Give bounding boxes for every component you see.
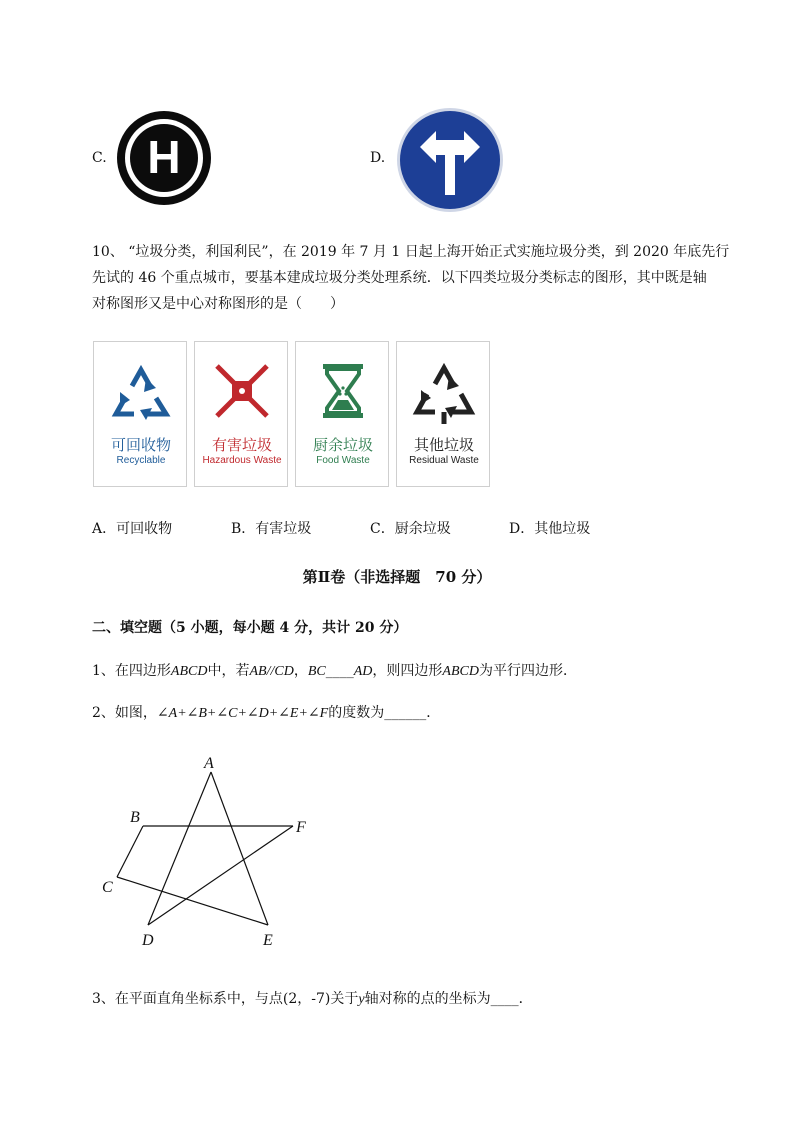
point-b-label: B bbox=[130, 809, 140, 826]
fill1-var-abcd-2: ABCD bbox=[442, 664, 479, 679]
helipad-letter: H bbox=[147, 131, 181, 183]
fill2-post: 的度数为______． bbox=[328, 705, 441, 721]
fill2-question bbox=[92, 702, 440, 722]
card-residual bbox=[396, 341, 490, 487]
card-hazardous bbox=[194, 341, 288, 487]
fill3-pre: 3、在平面直角坐标系中，与点(2，-7)关于 bbox=[92, 991, 359, 1007]
fill1-var-ab-cd: AB//CD bbox=[249, 664, 294, 679]
card-food-en: Food Waste bbox=[316, 455, 370, 466]
card-recyclable bbox=[93, 341, 187, 487]
answer-b: B．有害垃圾 bbox=[231, 521, 312, 537]
q10-text-line3: 对称图形又是中心对称图形的是（ ） bbox=[92, 296, 344, 312]
card-residual-en: Residual Waste bbox=[409, 455, 479, 466]
fill2-pre: 2、如图， bbox=[92, 705, 157, 721]
recycle-arrows-icon bbox=[94, 354, 188, 438]
residual-arrows-icon bbox=[397, 354, 491, 438]
card-recyclable-en: Recyclable bbox=[116, 455, 166, 466]
helipad-h-icon bbox=[116, 110, 212, 206]
left-right-turn-sign-icon bbox=[396, 107, 504, 213]
q10-text-line1: 10、 “垃圾分类，利国利民”，在 2019 年 7 月 1 日起上海开始正式实施垃圾分类，到 2020 年底先行 bbox=[92, 244, 730, 260]
fill1-var-abcd: ABCD bbox=[170, 664, 208, 679]
point-c-label: C bbox=[102, 879, 113, 896]
fill1-var-ad: AD bbox=[353, 664, 373, 679]
fill1-mid1: 中，若 bbox=[207, 663, 250, 679]
fill1-mid3: ，则四边形 bbox=[372, 663, 443, 679]
hazard-arrows-icon bbox=[195, 354, 289, 438]
card-recyclable-cn: 可回收物 bbox=[110, 436, 171, 454]
card-food-cn: 厨余垃圾 bbox=[312, 436, 373, 454]
fill1-question bbox=[92, 660, 577, 680]
fill1-pre: 1、在四边形 bbox=[92, 663, 171, 679]
fill-in-heading: 二、填空题（5 小题，每小题 4 分，共计 20 分） bbox=[92, 620, 408, 636]
fill1-post: 为平行四边形． bbox=[478, 663, 577, 679]
point-d-label: D bbox=[142, 932, 154, 949]
fill3-question bbox=[92, 988, 533, 1008]
fill2-angle-expr: ∠A+∠B+∠C+∠D+∠E+∠F bbox=[156, 706, 329, 721]
fill1-var-bc: BC bbox=[307, 664, 326, 679]
fill1-mid2: ， bbox=[293, 663, 308, 679]
q10-text-line2: 先试的 46 个重点城市，要基本建成垃圾分类处理系统．以下四类垃圾分类标志的图形，其中既是轴 bbox=[92, 270, 707, 286]
card-hazardous-en: Hazardous Waste bbox=[202, 455, 282, 466]
point-e-label: E bbox=[263, 932, 273, 949]
card-residual-cn: 其他垃圾 bbox=[413, 436, 474, 454]
point-a-label: A bbox=[204, 755, 214, 772]
fill3-post: 轴对称的点的坐标为____． bbox=[364, 991, 533, 1007]
answer-a: A．可回收物 bbox=[92, 521, 173, 537]
section-title: 第Ⅱ卷（非选择题 70 分） bbox=[302, 568, 492, 586]
answer-d: D．其他垃圾 bbox=[509, 521, 591, 537]
fill3-var-y: y bbox=[358, 992, 365, 1007]
card-food bbox=[295, 341, 389, 487]
answer-c: C．厨余垃圾 bbox=[370, 521, 451, 537]
point-f-label: F bbox=[296, 819, 306, 836]
card-hazardous-cn: 有害垃圾 bbox=[211, 436, 272, 454]
fill1-blank: ____ bbox=[325, 663, 354, 679]
option-c-label: C. bbox=[92, 150, 107, 166]
star-figure bbox=[90, 745, 330, 955]
option-d-label: D. bbox=[370, 150, 386, 166]
hourglass-icon bbox=[296, 354, 390, 438]
